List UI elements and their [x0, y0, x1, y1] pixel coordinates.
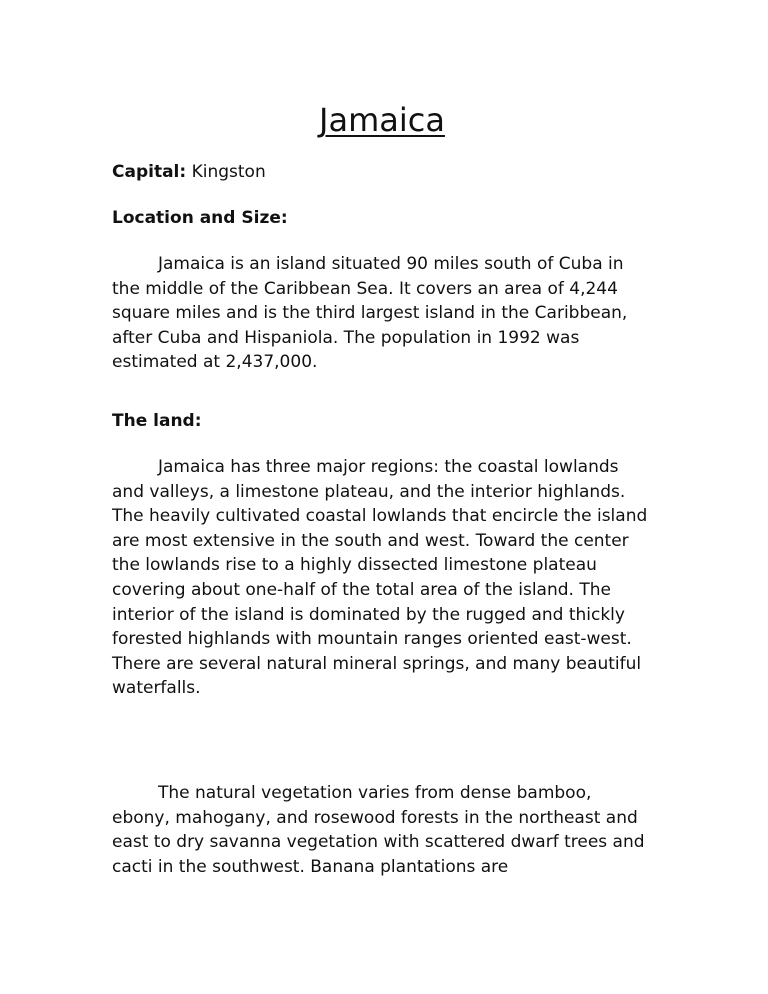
page-title: Jamaica	[319, 101, 445, 139]
location-heading: Location and Size:	[112, 208, 288, 228]
land-heading: The land:	[112, 411, 202, 431]
location-paragraph: Jamaica is an island situated 90 miles south of Cuba in the middle of the Caribbean Sea. It covers an area of 4,244 square miles and is the third largest island in the Caribbean, after Cuba and Hispaniola. The population in 1992 was estimated at 2,437,000.	[112, 254, 628, 373]
land-paragraph-2: The natural vegetation varies from dense bamboo, ebony, mahogany, and rosewood forests in the northeast and east to dry savanna vegetation with scattered dwarf trees and cacti in the southwest. Banana plantations are	[112, 783, 645, 877]
capital-value: Kingston	[191, 162, 266, 182]
land-paragraph-1: Jamaica has three major regions: the coastal lowlands and valleys, a limestone plateau, and the interior highlands. The heavily cultivated coastal lowlands that encircle the island are most extensive in the south and west. Toward the center the lowlands rise to a highly dissected limestone plateau covering about one-half of the total area of the island. The interior of the island is dominated by the rugged and thickly forested highlands with mountain ranges oriented east-west. There are several natural mineral springs, and many beautiful waterfalls.	[112, 457, 648, 699]
capital-line	[112, 160, 652, 185]
capital-label: Capital:	[112, 162, 187, 182]
